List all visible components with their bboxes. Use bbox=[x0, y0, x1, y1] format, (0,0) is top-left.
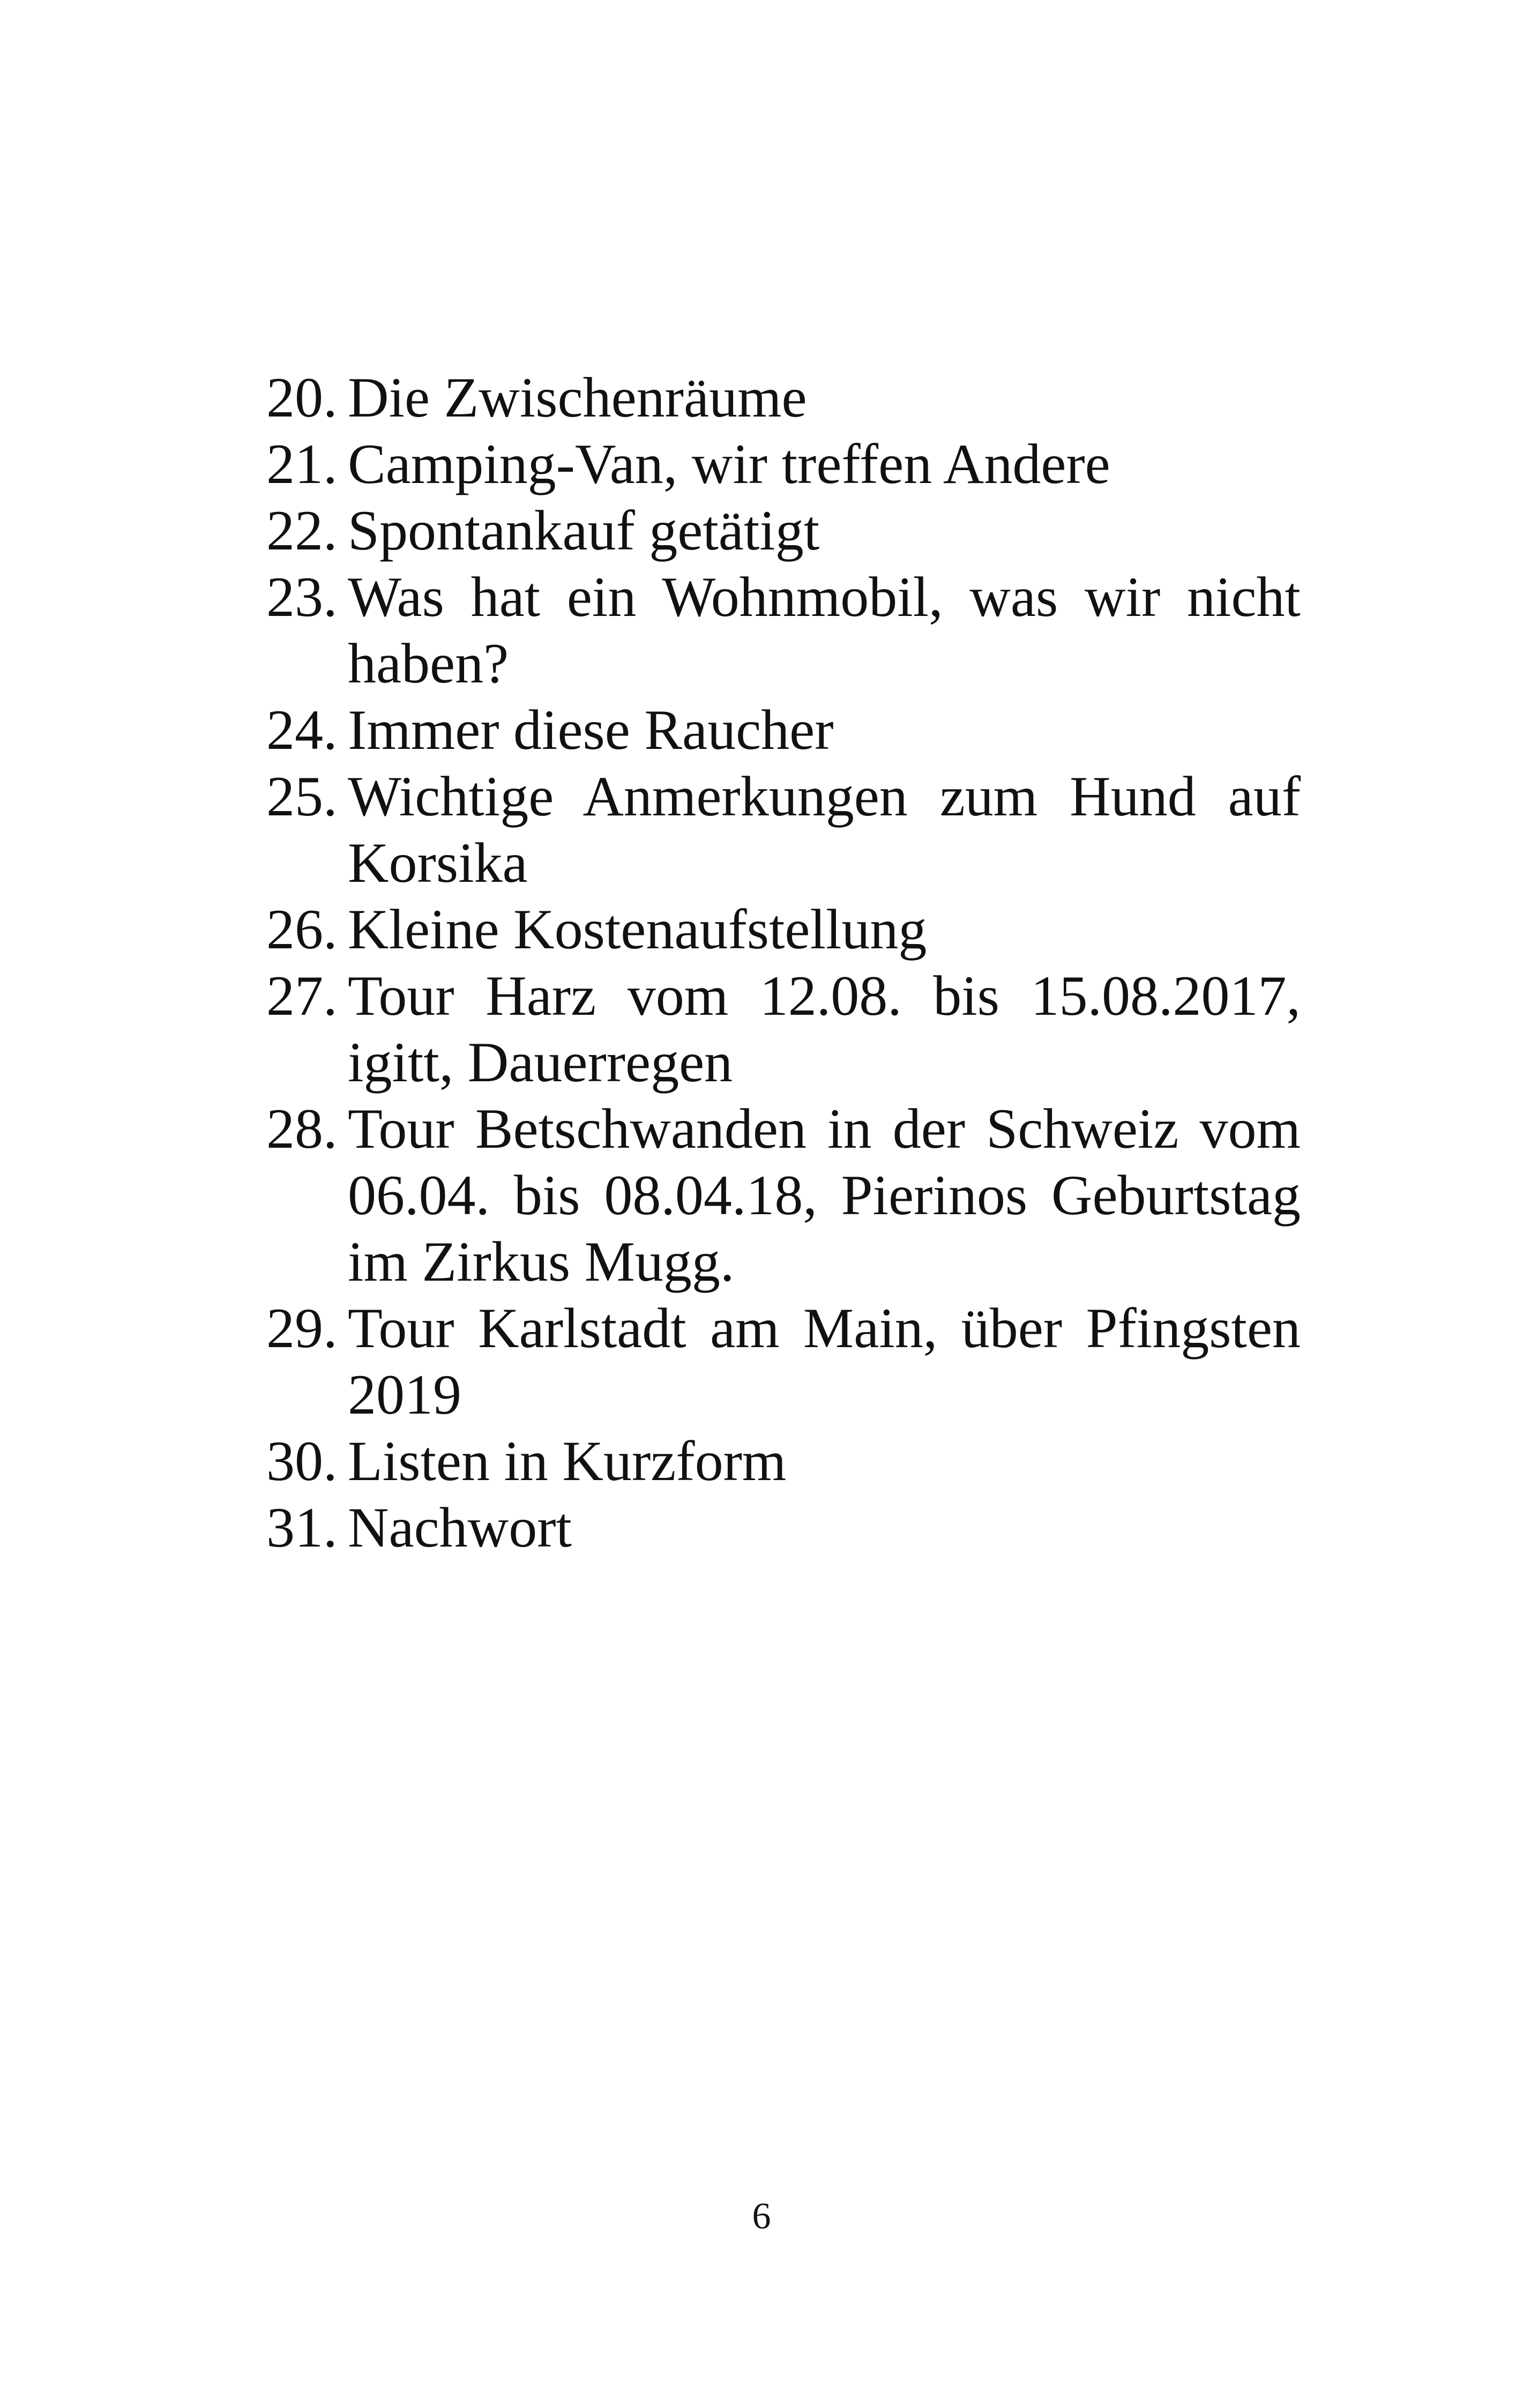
toc-entry bbox=[266, 896, 1301, 963]
toc-entry bbox=[266, 1295, 1301, 1428]
toc-entry bbox=[266, 431, 1301, 497]
toc-entry bbox=[266, 1495, 1301, 1561]
toc-entry bbox=[266, 497, 1301, 564]
toc-entry-title: Spontankauf getätigt bbox=[348, 499, 820, 562]
toc-entry-number: 24. bbox=[266, 698, 338, 761]
toc-entry-number: 28. bbox=[266, 1097, 338, 1160]
toc-entry-number: 25. bbox=[266, 765, 338, 828]
toc-entry bbox=[266, 1096, 1301, 1295]
toc-entry bbox=[266, 1428, 1301, 1495]
toc-entry-title: Listen in Kurzform bbox=[348, 1430, 787, 1492]
toc-entry-title: Tour Betschwanden in der Schweiz vom 06.04. bis 08.04.18, Pierinos Geburtstag im Zirkus Mugg. bbox=[348, 1097, 1301, 1293]
toc-entry-number: 22. bbox=[266, 499, 338, 562]
page-number: 6 bbox=[752, 2196, 771, 2237]
toc-entry-number: 23. bbox=[266, 566, 338, 628]
toc-entry-title: Nachwort bbox=[348, 1496, 572, 1559]
toc-entry-title: Tour Harz vom 12.08. bis 15.08.2017, igitt, Dauerregen bbox=[348, 964, 1301, 1094]
toc-entry-title: Kleine Kostenaufstellung bbox=[348, 898, 927, 961]
toc-entry-number: 31. bbox=[266, 1496, 338, 1559]
toc-entry-number: 30. bbox=[266, 1430, 338, 1492]
toc-entry-title: Was hat ein Wohnmobil, was wir nicht haben? bbox=[348, 566, 1301, 695]
toc-entry-title: Wichtige Anmerkungen zum Hund auf Korsika bbox=[348, 765, 1301, 894]
toc-entry bbox=[266, 697, 1301, 763]
toc-entry bbox=[266, 564, 1301, 697]
table-of-contents bbox=[266, 365, 1301, 1561]
toc-entry-number: 21. bbox=[266, 433, 338, 495]
toc-entry-number: 20. bbox=[266, 366, 338, 429]
toc-entry bbox=[266, 963, 1301, 1096]
toc-entry-title: Tour Karlstadt am Main, über Pfingsten 2019 bbox=[348, 1297, 1301, 1426]
toc-entry-number: 29. bbox=[266, 1297, 338, 1359]
toc-entry-title: Camping-Van, wir treffen Andere bbox=[348, 433, 1110, 495]
toc-entry bbox=[266, 763, 1301, 896]
toc-entry bbox=[266, 365, 1301, 431]
toc-entry-title: Immer diese Raucher bbox=[348, 698, 834, 761]
toc-entry-number: 27. bbox=[266, 964, 338, 1027]
toc-entry-number: 26. bbox=[266, 898, 338, 961]
toc-entry-title: Die Zwischenräume bbox=[348, 366, 807, 429]
